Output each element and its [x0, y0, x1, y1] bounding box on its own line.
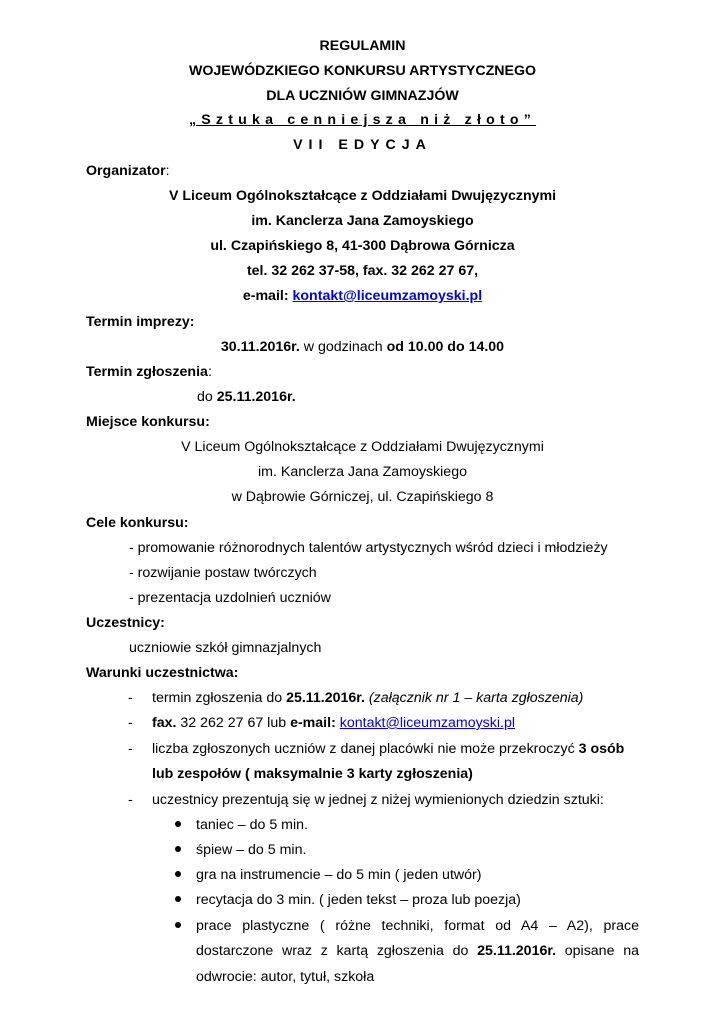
goals-heading: Cele konkursu: — [86, 515, 189, 531]
organizer-email-line — [0, 287, 725, 305]
dash-marker: - — [128, 690, 133, 706]
deadline-label: Termin zgłoszenia — [86, 364, 208, 380]
discipline-art-line3: odwrocie: autor, tytuł, szkoła — [196, 969, 375, 985]
participants-heading: Uczestnicy: — [86, 615, 165, 631]
motto-line — [0, 111, 725, 129]
email-label: e-mail: — [290, 715, 336, 731]
deadline-line — [197, 388, 296, 406]
organizer-heading — [86, 162, 170, 180]
contest-motto: „Sztuka cenniejsza niż złoto” — [188, 112, 537, 128]
doc-subtitle-audience: DLA UCZNIÓW GIMNAZJÓW — [266, 88, 459, 104]
dash-marker: - — [128, 715, 133, 731]
condition-limit — [152, 740, 624, 758]
edition-label: VII EDYCJA — [293, 137, 432, 153]
art-deadline-date: 25.11.2016r. — [477, 943, 557, 959]
condition-deadline — [152, 689, 583, 707]
condition-limit-bold: 3 osób — [578, 741, 625, 757]
venue-heading: Miejsce konkursu: — [86, 414, 210, 430]
fax-label: fax. — [152, 715, 177, 731]
condition-deadline-date: 25.11.2016r. — [286, 690, 365, 706]
condition-disciplines: uczestnicy prezentują się w jednej z niżej wymienionych dziedzin sztuki: — [152, 792, 604, 808]
goal-item: - prezentacja uzdolnień uczniów — [129, 590, 331, 606]
organizer-email-link[interactable]: kontakt@liceumzamoyski.pl — [292, 288, 483, 304]
deadline-heading — [86, 363, 212, 381]
goal-item: - promowanie różnorodnych talentów artystycznych wśród dzieci i młodzieży — [129, 540, 608, 556]
art-line2-text: dostarczone wraz z kartą zgłoszenia do — [196, 943, 478, 959]
discipline-item: śpiew – do 5 min. — [196, 842, 307, 858]
organizer-name: V Liceum Ogólnokształcące z Oddziałami Dwujęzycznymi — [168, 188, 557, 204]
condition-deadline-note: (załącznik nr 1 – karta zgłoszenia) — [364, 690, 584, 706]
discipline-art-line1: prace plastyczne ( różne techniki, format od A4 – A2), prace — [196, 918, 639, 934]
venue-name: V Liceum Ogólnokształcące z Oddziałami Dwujęzycznymi — [181, 439, 544, 455]
condition-limit-continued: lub zespołów ( maksymalnie 3 karty zgłoszenia) — [152, 766, 473, 782]
event-date-middle: w godzinach — [299, 339, 387, 355]
discipline-item: taniec – do 5 min. — [196, 817, 308, 833]
organizer-email-label: e-mail: — [242, 288, 293, 304]
discipline-item: gra na instrumencie – do 5 min ( jeden utwór) — [196, 867, 482, 883]
art-line2-end: opisane na — [556, 943, 639, 959]
organizer-label: Organizator — [86, 163, 166, 179]
bullet-icon — [175, 821, 181, 827]
condition-contact — [152, 714, 515, 732]
event-hours: od 10.00 do 14.00 — [386, 339, 505, 355]
discipline-item: recytacja do 3 min. ( jeden tekst – proza lub poezja) — [196, 892, 521, 908]
bullet-icon — [175, 896, 181, 902]
conditions-heading: Warunki uczestnictwa: — [86, 665, 239, 681]
deadline-prefix: do — [197, 389, 217, 405]
venue-patron: im. Kanclerza Jana Zamoyskiego — [258, 464, 467, 480]
organizer-address: ul. Czapińskiego 8, 41-300 Dąbrowa Górnicza — [210, 238, 515, 254]
condition-limit-text: liczba zgłoszonych uczniów z danej placówki nie może przekroczyć — [152, 741, 579, 757]
discipline-art-line2 — [196, 942, 639, 960]
doc-subtitle: WOJEWÓDZKIEGO KONKURSU ARTYSTYCZNEGO — [188, 63, 537, 79]
contact-email-link[interactable]: kontakt@liceumzamoyski.pl — [339, 715, 516, 731]
organizer-colon: : — [165, 163, 170, 179]
fax-number: 32 262 27 67 lub — [176, 715, 291, 731]
deadline-colon: : — [207, 364, 212, 380]
bullet-icon — [175, 922, 181, 928]
venue-address: w Dąbrowie Górniczej, ul. Czapińskiego 8 — [231, 489, 494, 505]
goal-item: - rozwijanie postaw twórczych — [129, 565, 317, 581]
participants-text: uczniowie szkół gimnazjalnych — [129, 640, 322, 656]
event-date: 30.11.2016r. — [220, 339, 300, 355]
doc-title: REGULAMIN — [319, 38, 406, 54]
dash-marker: - — [128, 792, 133, 808]
bullet-icon — [175, 871, 181, 877]
bullet-icon — [175, 846, 181, 852]
organizer-phone: tel. 32 262 37-58, fax. 32 262 27 67, — [246, 263, 479, 279]
organizer-patron: im. Kanclerza Jana Zamoyskiego — [251, 213, 474, 229]
event-date-line — [0, 338, 725, 356]
dash-marker: - — [128, 741, 133, 757]
deadline-date: 25.11.2016r. — [216, 389, 296, 405]
condition-deadline-text: termin zgłoszenia do — [152, 690, 287, 706]
event-date-heading: Termin imprezy: — [86, 314, 195, 330]
